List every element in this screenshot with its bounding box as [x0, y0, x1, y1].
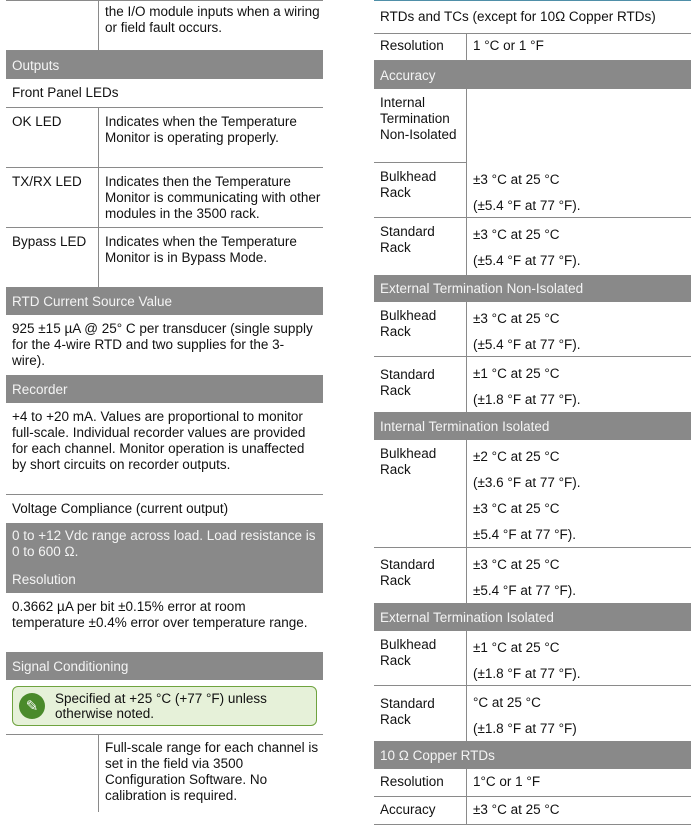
accuracy-header: Accuracy — [374, 61, 691, 89]
rack-name: Bulkhead Rack — [380, 169, 437, 200]
table-row — [374, 440, 691, 548]
fault-desc: the I/O module inputs when a wiring or field fault occurs. — [98, 1, 323, 50]
right-column — [374, 0, 691, 825]
resolution-text: 0.3662 µA per bit ±0.15% error at room temperature ±0.4% error over temperature range. — [12, 599, 308, 630]
led-name: TX/RX LED — [12, 174, 82, 189]
table-row — [374, 357, 691, 412]
accuracy-value: (±5.4 °F at 77 °F). — [473, 252, 581, 268]
accuracy-value: (±5.4 °F at 77 °F). — [473, 197, 581, 213]
table-row — [374, 769, 691, 797]
led-desc: Indicates then the Temperature Monitor is communicating with other modules in the 3500 rack. — [98, 168, 323, 227]
table-row — [374, 797, 691, 825]
accuracy-value: ±5.4 °F at 77 °F). — [473, 526, 576, 542]
accuracy-value: (±1.8 °F at 77 °F) — [473, 720, 577, 736]
led-name: OK LED — [12, 114, 62, 129]
accuracy-value: °C at 25 °C — [473, 694, 541, 710]
rack-name: Bulkhead Rack — [380, 637, 437, 668]
signal-conditioning-header: Signal Conditioning — [6, 652, 323, 680]
rack-name: Standard Rack — [380, 367, 435, 398]
table-row — [6, 108, 323, 168]
accuracy-value: ±1 °C at 25 °C — [473, 365, 560, 381]
copper-resolution-label: Resolution — [380, 774, 444, 789]
resolution-header: Resolution — [6, 565, 323, 593]
table-row — [374, 302, 691, 357]
recorder-text: +4 to +20 mA. Values are proportional to monitor full-scale. Individual recorder values are provided for each channel. Monitor operation is unaffected by short circuits on recorder outputs. — [6, 403, 323, 495]
accuracy-value: (±3.6 °F at 77 °F). — [473, 474, 581, 490]
table-row — [374, 218, 691, 275]
table-row — [6, 734, 323, 812]
resolution-value: 1 °C or 1 °F — [466, 34, 691, 60]
rtd-current-header: RTD Current Source Value — [6, 287, 323, 315]
accuracy-value: ±3 °C at 25 °C — [473, 556, 560, 572]
table-row — [6, 228, 323, 287]
rack-name: Bulkhead Rack — [380, 446, 437, 477]
rack-name: Bulkhead Rack — [380, 308, 437, 339]
table-row — [6, 168, 323, 228]
accuracy-value: ±2 °C at 25 °C — [473, 448, 560, 464]
table-row — [374, 34, 691, 61]
rack-name: Standard Rack — [380, 224, 435, 255]
rack-name: Standard Rack — [380, 696, 435, 727]
left-column — [6, 0, 323, 812]
table-row — [374, 631, 691, 686]
accuracy-value: ±5.4 °F at 77 °F). — [473, 582, 576, 598]
copper-rtd-header: 10 Ω Copper RTDs — [374, 741, 691, 769]
front-panel-leds-label: Front Panel LEDs — [6, 79, 323, 108]
internal-non-isolated-label: Internal Termination Non-Isolated — [380, 95, 457, 142]
table-row — [374, 548, 691, 603]
accuracy-value: (±5.4 °F at 77 °F). — [473, 336, 581, 352]
accuracy-value: ±3 °C at 25 °C — [473, 500, 560, 516]
full-scale-text: Full-scale range for each channel is set in the field via 3500 Configuration Software. No calibration is required. — [98, 735, 323, 812]
ext-iso-header: External Termination Isolated — [374, 603, 691, 631]
ext-non-iso-header: External Termination Non-Isolated — [374, 275, 691, 302]
pencil-icon: ✎ — [19, 693, 45, 719]
accuracy-value: ±3 °C at 25 °C — [473, 171, 560, 187]
voltage-compliance-label: Voltage Compliance (current output) — [12, 501, 229, 516]
rtd-current-text: 925 ±15 µA @ 25° C per transducer (single supply for the 4-wire RTD and two supplies for the 3-wire). — [12, 321, 313, 368]
note-text: Specified at +25 °C (+77 °F) unless otherwise noted. — [55, 691, 267, 721]
recorder-header: Recorder — [6, 375, 323, 403]
accuracy-value: ±3 °C at 25 °C — [473, 226, 560, 242]
resolution-label: Resolution — [380, 38, 444, 53]
rtds-tcs-label: RTDs and TCs (except for 10Ω Copper RTDs) — [374, 0, 691, 34]
accuracy-value: ±1 °C at 25 °C — [473, 639, 560, 655]
accuracy-value: (±1.8 °F at 77 °F). — [473, 665, 581, 681]
copper-accuracy-value: ±3 °C at 25 °C — [466, 797, 691, 824]
table-row — [374, 163, 691, 218]
copper-resolution-value: 1°C or 1 °F — [466, 769, 691, 796]
led-name: Bypass LED — [12, 234, 87, 249]
rack-name: Standard Rack — [380, 557, 435, 588]
int-iso-header: Internal Termination Isolated — [374, 412, 691, 440]
table-row — [6, 0, 323, 51]
copper-accuracy-label: Accuracy — [380, 802, 436, 817]
table-row — [374, 89, 466, 163]
accuracy-value: (±1.8 °F at 77 °F). — [473, 391, 581, 407]
led-desc: Indicates when the Temperature Monitor is operating properly. — [98, 108, 323, 167]
accuracy-value: ±3 °C at 25 °C — [473, 310, 560, 326]
table-row — [374, 686, 691, 741]
outputs-header: Outputs — [6, 51, 323, 79]
led-desc: Indicates when the Temperature Monitor is in Bypass Mode. — [98, 228, 323, 287]
voltage-range-text: 0 to +12 Vdc range across load. Load resistance is 0 to 600 Ω. — [6, 523, 323, 565]
note-box — [12, 686, 317, 726]
